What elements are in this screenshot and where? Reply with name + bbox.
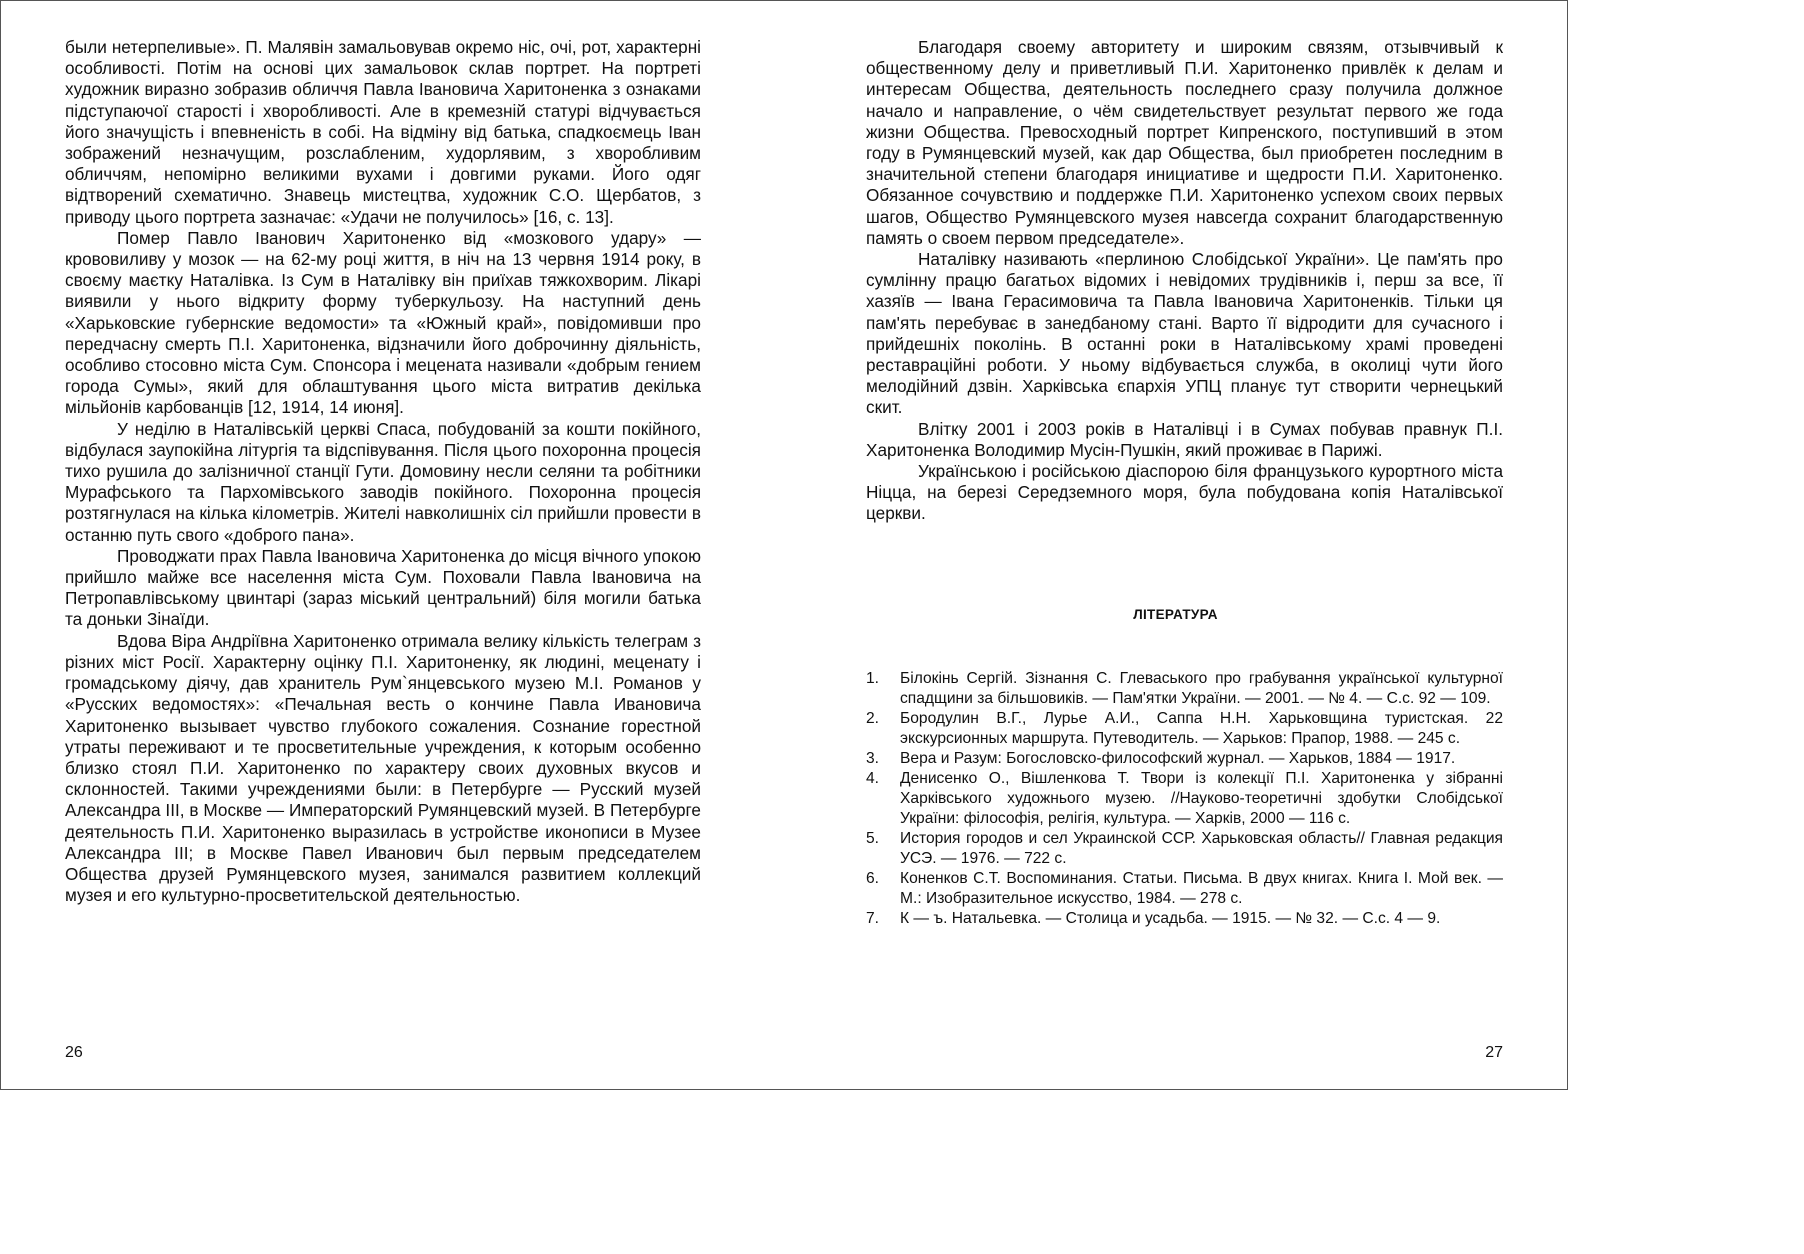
- paragraph: Помер Павло Іванович Харитоненко від «мозкового удару» — крововиливу у мозок — на 62-му році життя, в ніч на 13 червня 1914 року, в своєму маєтку Наталівка. Із Сум в Наталівку він приїхав тяжкохворим. Лікарі виявили у нього відкриту форму туберкульозу. На наступний день «Харьковские губернские ведомости» та «Южный край», повідомивши про передчасну смерть П.І. Харитоненка, відзначили його доброчинну діяльність, особливо стосовно міста Сум. Спонсора і мецената називали «добрым гением города Сумы», який для облаштування цього міста витратив декілька мільйонів карбованців [12, 1914, 14 июня].: [65, 227, 701, 418]
- reference-text: Білокінь Сергій. Зізнання С. Глеваського про грабування української культурної спадщини за більшовиків. — Пам'ятки України. — 2001. — № 4. — С.с. 92 — 109.: [900, 670, 1503, 707]
- page-number: 27: [1485, 1044, 1503, 1061]
- paragraph: Вдова Віра Андріївна Харитоненко отримала велику кількість телеграм з різних міст Росії. Характерну оцінку П.І. Харитоненку, як людині, меценату і громадському діячу, дав хранитель Рум`янцевського музею М.І. Романов у «Русских ведомостях»: «Печальная весть о кончине Павла Ивановича Харитоненко вызывает чувство глубокого сожаления. Сознание горестной утраты переживают и те просветительные учреждения, к которым особенно близко стоял П.И. Харитоненко по характеру своих духовных вкусов и склонностей. Такими учреждениями были: в Петербурге — Русский музей Александра III, в Москве — Императорский Румянцевский музей. В Петербурге деятельность П.И. Харитоненко выразилась в устройстве иконописи в Музее Александра III; в Москве Павел Иванович был первым председателем Общества друзей Румянцевского музея, занимался развитием коллекций музея и его культурно-просветительской деятельностью.: [65, 630, 701, 906]
- paragraph: Влітку 2001 і 2003 років в Наталівці і в Сумах побував правнук П.І. Харитоненка Володимир Мусін-Пушкін, який проживає в Парижі.: [866, 418, 1503, 460]
- reference-number: 6.: [866, 870, 880, 887]
- reference-number: 3.: [866, 750, 880, 767]
- reference-number: 4.: [866, 770, 880, 787]
- paragraph: Благодаря своему авторитету и широким связям, отзывчивый к общественному делу и приветливый П.И. Харитоненко привлёк к делам и интересам Общества, деятельность последнего сразу получила должное начало и направление, о чём свидетельствует результат первого же года жизни Общества. Превосходный портрет Кипренского, поступивший в этом году в Румянцевский музей, как дар Общества, был приобретен последним в значительной степени благодаря инициативе и щедрости П.И. Харитоненко. Обязанное сочувствию и поддержке П.И. Харитоненко успехом своих первых шагов, Общество Румянцевского музея навсегда сохранит благодарственную память о своем первом председателе».: [866, 37, 1503, 248]
- reference-number: 1.: [866, 670, 880, 687]
- left-page-body: [65, 37, 701, 906]
- reference-number: 7.: [866, 910, 880, 927]
- reference-text: История городов и сел Украинской ССР. Харьковская область// Главная редакция УСЭ. — 1976. — 722 с.: [900, 830, 1503, 867]
- reference-list: [866, 669, 1503, 929]
- reference-item: [866, 829, 1503, 869]
- reference-item: [866, 769, 1503, 829]
- reference-item: [866, 869, 1503, 909]
- paragraph: У неділю в Наталівській церкві Спаса, побудованій за кошти покійного, відбулася заупокійна літургія та відспівування. Після цього похоронна процесія тихо рушила до залізничної станції Гути. Домовину несли селяни та робітники Мурафського та Пархомівського заводів покійного. Похоронна процесія розтягнулася на кілька кілометрів. Жителі навколишніх сіл прийшли провести в останню путь свого «доброго пана».: [65, 418, 701, 545]
- reference-text: Бородулин В.Г., Лурье А.И., Саппа Н.Н. Харьковщина туристская. 22 экскурсионных маршрута. Путеводитель. — Харьков: Прапор, 1988. — 245 с.: [900, 710, 1503, 747]
- reference-text: Денисенко О., Вішленкова Т. Твори із колекції П.І. Харитоненка у зібранні Харківського художнього музею. //Науково-теоретичні здобутки Слобідської України: філософія, релігія, культура. — Харків, 2000 — 116 с.: [900, 770, 1503, 827]
- paragraph: были нетерпеливые». П. Малявін замальовував окремо ніс, очі, рот, характерні особливості. Потім на основі цих замальовок склав портрет. На портреті художник виразно зобразив обличчя Павла Івановича Харитоненка з ознаками підступаючої старості і хворобливості. Але в кремезній статурі відчувається його значущість і впевненість в собі. На відміну від батька, спадкоємець Іван зображений незначущим, розслабленим, худорлявим, з хворобливим обличчям, непомірно великими вухами і довгими руками. Його одяг відтворений схематично. Знавець мистецтва, художник С.О. Щербатов, з приводу цього портрета зазначає: «Удачи не получилось» [16, с. 13].: [65, 37, 701, 227]
- reference-item: [866, 669, 1503, 709]
- page-number: 26: [65, 1044, 83, 1061]
- reference-item: [866, 909, 1503, 929]
- left-page: [1, 1, 784, 1089]
- reference-item: [866, 749, 1503, 769]
- reference-text: Коненков С.Т. Воспоминания. Статьи. Письма. В двух книгах. Книга I. Мой век. — М.: Изобразительное искусство, 1984. — 278 с.: [900, 870, 1503, 907]
- reference-item: [866, 709, 1503, 749]
- right-page-body: [866, 37, 1503, 525]
- right-page: [784, 1, 1567, 1089]
- paragraph: Наталівку називають «перлиною Слобідської України». Це пам'ять про сумлінну працю багатьох відомих і невідомих трудівників і, перш за все, її хазяїв — Івана Герасимовича та Павла Івановича Харитоненків. Тільки ця пам'ять перебуває в занедбаному стані. Варто її відродити для сучасного і прийдешніх поколінь. В останні роки в Наталівському храмі проведені реставраційні роботи. У ньому відбувається служба, в околиці чути його мелодійний дзвін. Харківська єпархія УПЦ планує тут створити чернецький скит.: [866, 249, 1503, 418]
- reference-text: К — ъ. Натальевка. — Столица и усадьба. — 1915. — № 32. — С.с. 4 — 9.: [900, 910, 1441, 927]
- paragraph: Українською і російською діаспорою біля французького курортного міста Ніцца, на березі Середземного моря, була побудована копія Наталівської церкви.: [866, 461, 1503, 524]
- reference-number: 2.: [866, 710, 880, 727]
- paragraph: Проводжати прах Павла Івановича Харитоненка до місця вічного упокою прийшло майже все населення міста Сум. Поховали Павла Івановича на Петропавлівському цвинтарі (зараз міський центральний) біля могили батька та доньки Зінаїди.: [65, 545, 701, 630]
- reference-text: Вера и Разум: Богословско-философский журнал. — Харьков, 1884 — 1917.: [900, 750, 1456, 767]
- reference-number: 5.: [866, 830, 880, 847]
- section-heading: ЛІТЕРАТУРА: [1133, 607, 1218, 622]
